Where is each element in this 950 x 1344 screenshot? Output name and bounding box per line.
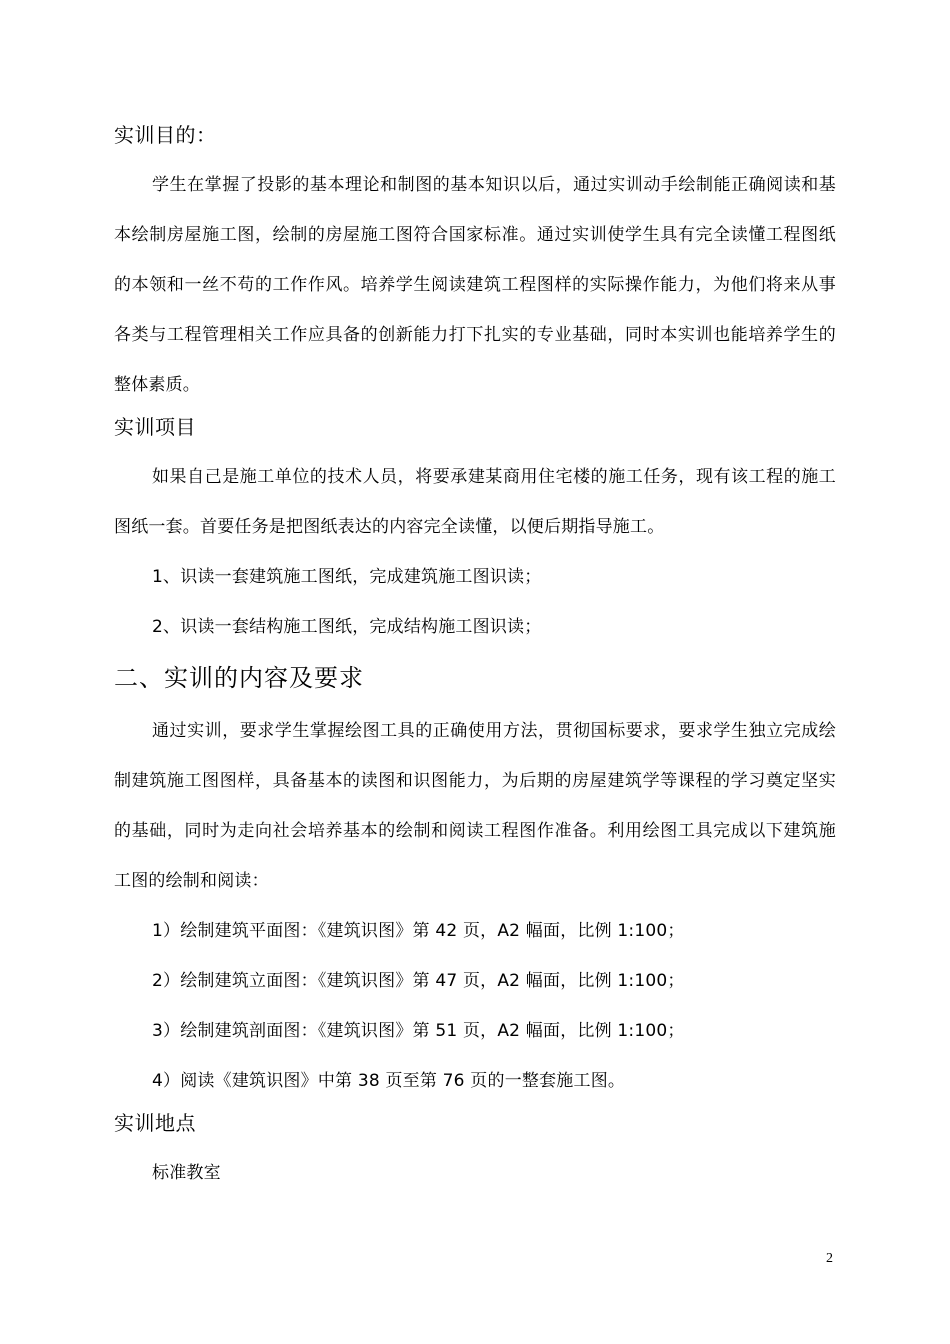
- spacer: [114, 1140, 836, 1148]
- content-item-2: 2）绘制建筑立面图：《建筑识图》第 47 页，A2 幅面，比例 1:100；: [152, 971, 685, 991]
- content-item-1: 1）绘制建筑平面图：《建筑识图》第 42 页，A2 幅面，比例 1:100；: [152, 921, 685, 941]
- section-heading-content: 二、实训的内容及要求: [114, 664, 364, 692]
- project-paragraph: 如果自己是施工单位的技术人员，将要承建某商用住宅楼的施工任务，现有该工程的施工图纸一套。首要任务是把图纸表达的内容完全读懂，以便后期指导施工。: [114, 467, 836, 537]
- content-item-3: 3）绘制建筑剖面图：《建筑识图》第 51 页，A2 幅面，比例 1:100；: [152, 1021, 685, 1041]
- content-item-4: 4）阅读《建筑识图》中第 38 页至第 76 页的一整套施工图。: [152, 1071, 626, 1091]
- document-body: [114, 118, 836, 1198]
- project-item-2: 2、识读一套结构施工图纸，完成结构施工图识读；: [152, 617, 542, 637]
- section-heading-location: 实训地点: [114, 1111, 196, 1135]
- spacer: [114, 444, 836, 452]
- page-number: 2: [826, 1251, 833, 1266]
- spacer: [114, 152, 836, 160]
- spacer: [114, 698, 836, 706]
- purpose-paragraph: 学生在掌握了投影的基本理论和制图的基本知识以后，通过实训动手绘制能正确阅读和基本绘制房屋施工图，绘制的房屋施工图符合国家标准。通过实训使学生具有完全读懂工程图纸的本领和一丝不苟的工作作风。培养学生阅读建筑工程图样的实际操作能力，为他们将来从事各类与工程管理相关工作应具备的创新能力打下扎实的专业基础，同时本实训也能培养学生的整体素质。: [114, 175, 836, 395]
- section-heading-purpose: 实训目的：: [114, 123, 217, 147]
- project-item-1: 1、识读一套建筑施工图纸，完成建筑施工图识读；: [152, 567, 542, 587]
- section-heading-project: 实训项目: [114, 415, 196, 439]
- location-paragraph: 标准教室: [152, 1163, 221, 1183]
- content-paragraph: 通过实训，要求学生掌握绘图工具的正确使用方法，贯彻国标要求，要求学生独立完成绘制建筑施工图图样，具备基本的读图和识图能力，为后期的房屋建筑学等课程的学习奠定坚实的基础，同时为走向社会培养基本的绘制和阅读工程图作准备。利用绘图工具完成以下建筑施工图的绘制和阅读：: [114, 721, 836, 891]
